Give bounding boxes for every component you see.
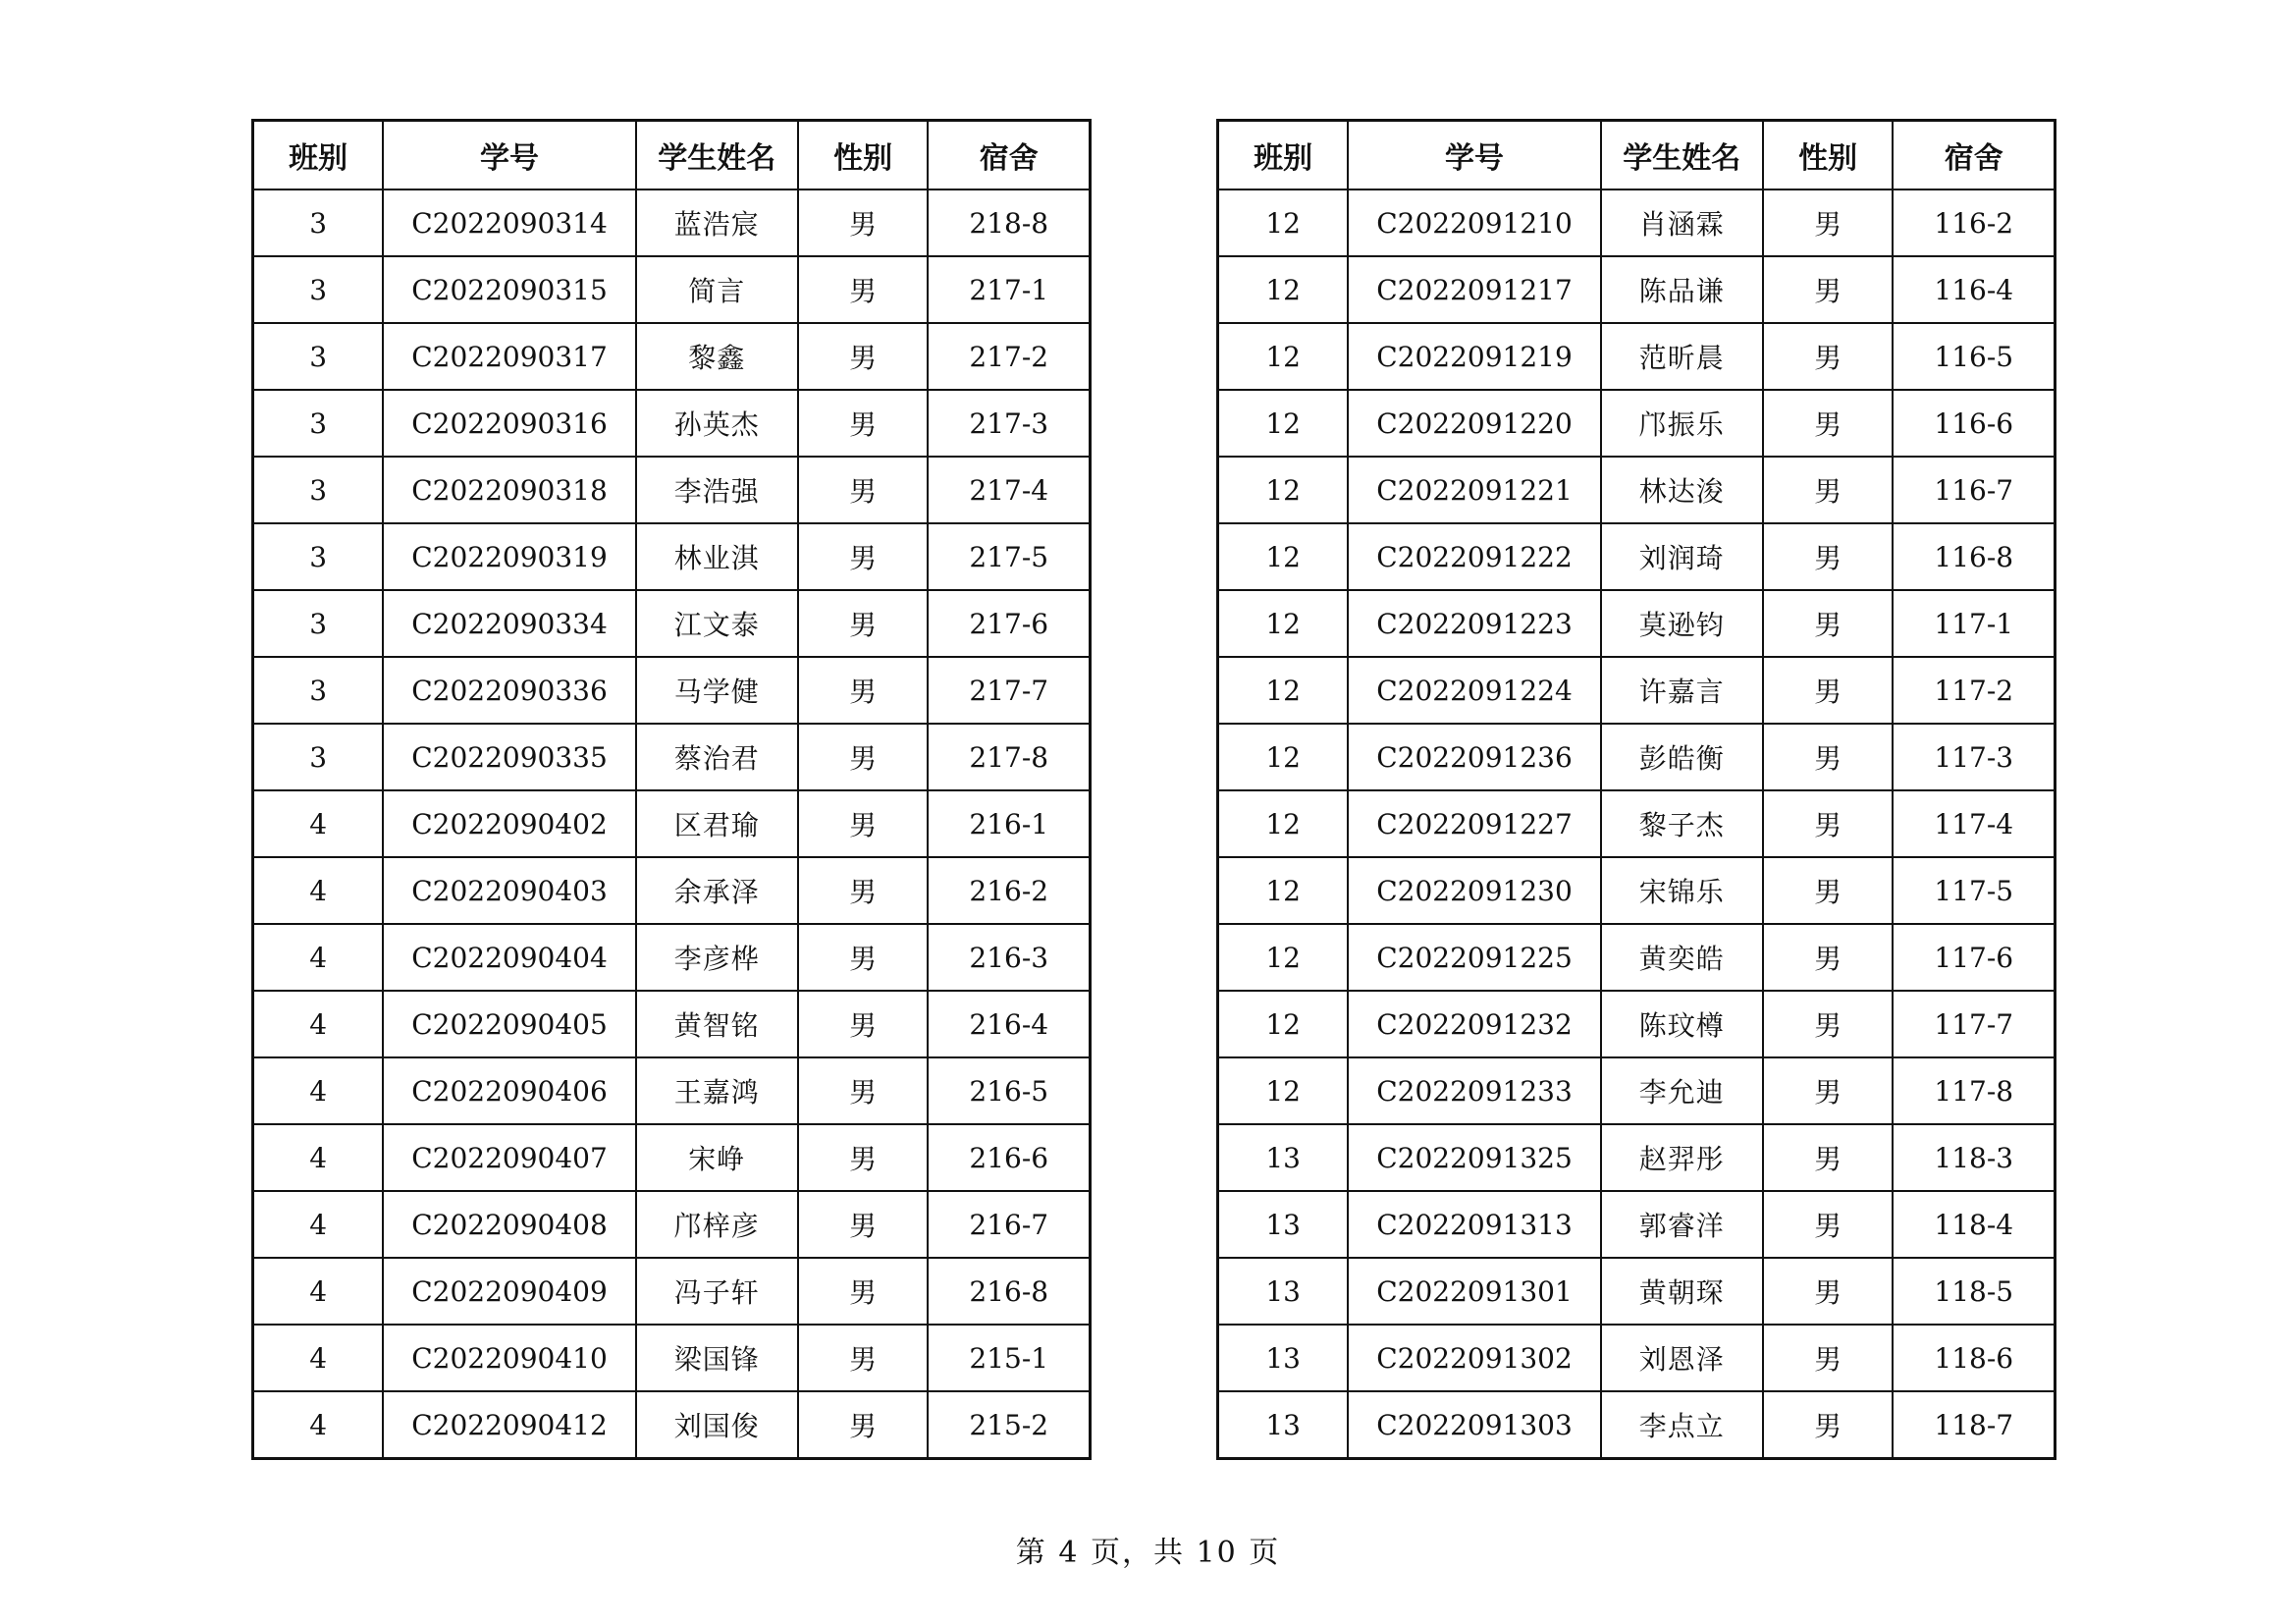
- cell-dorm: 117-3: [1893, 724, 2055, 790]
- cell-gender: 男: [798, 657, 929, 724]
- table-row: [1218, 256, 2056, 323]
- cell-student-id: C2022091233: [1348, 1057, 1601, 1124]
- header-name: 学生姓名: [1601, 121, 1763, 190]
- table-row: [1218, 1258, 2056, 1325]
- cell-name: 刘润琦: [1601, 523, 1763, 590]
- cell-student-id: C2022090406: [383, 1057, 636, 1124]
- cell-gender: 男: [1763, 1391, 1894, 1459]
- cell-class: 4: [253, 1124, 384, 1191]
- cell-gender: 男: [1763, 323, 1894, 390]
- header-dorm: 宿舍: [1893, 121, 2055, 190]
- cell-class: 12: [1218, 523, 1349, 590]
- table-row: [1218, 924, 2056, 991]
- cell-student-id: C2022090319: [383, 523, 636, 590]
- table-row: [1218, 189, 2056, 256]
- cell-student-id: C2022091220: [1348, 390, 1601, 457]
- cell-dorm: 218-8: [928, 189, 1090, 256]
- cell-class: 4: [253, 924, 384, 991]
- table-row: [253, 390, 1091, 457]
- cell-gender: 男: [798, 390, 929, 457]
- cell-class: 3: [253, 256, 384, 323]
- table-row: [1218, 991, 2056, 1057]
- cell-student-id: C2022090408: [383, 1191, 636, 1258]
- table-row: [253, 790, 1091, 857]
- cell-student-id: C2022091302: [1348, 1325, 1601, 1391]
- cell-student-id: C2022090407: [383, 1124, 636, 1191]
- cell-gender: 男: [798, 590, 929, 657]
- cell-gender: 男: [798, 790, 929, 857]
- cell-student-id: C2022091325: [1348, 1124, 1601, 1191]
- header-class: 班别: [253, 121, 384, 190]
- cell-gender: 男: [1763, 256, 1894, 323]
- cell-gender: 男: [1763, 924, 1894, 991]
- cell-class: 3: [253, 657, 384, 724]
- cell-student-id: C2022090405: [383, 991, 636, 1057]
- cell-student-id: C2022090318: [383, 457, 636, 523]
- cell-student-id: C2022091224: [1348, 657, 1601, 724]
- cell-class: 4: [253, 1391, 384, 1459]
- header-name: 学生姓名: [636, 121, 798, 190]
- cell-student-id: C2022091210: [1348, 189, 1601, 256]
- table-row: [253, 991, 1091, 1057]
- cell-student-id: C2022091230: [1348, 857, 1601, 924]
- cell-name: 范昕晨: [1601, 323, 1763, 390]
- table-row: [1218, 1057, 2056, 1124]
- cell-gender: 男: [798, 1191, 929, 1258]
- cell-name: 李浩强: [636, 457, 798, 523]
- cell-gender: 男: [1763, 1258, 1894, 1325]
- cell-name: 王嘉鸿: [636, 1057, 798, 1124]
- cell-dorm: 116-7: [1893, 457, 2055, 523]
- cell-gender: 男: [1763, 1124, 1894, 1191]
- cell-class: 4: [253, 1258, 384, 1325]
- cell-gender: 男: [1763, 857, 1894, 924]
- cell-student-id: C2022091217: [1348, 256, 1601, 323]
- cell-dorm: 217-1: [928, 256, 1090, 323]
- cell-gender: 男: [798, 1325, 929, 1391]
- cell-gender: 男: [1763, 457, 1894, 523]
- cell-student-id: C2022090334: [383, 590, 636, 657]
- cell-gender: 男: [1763, 790, 1894, 857]
- cell-student-id: C2022090314: [383, 189, 636, 256]
- table-row: [1218, 1124, 2056, 1191]
- header-student-id: 学号: [383, 121, 636, 190]
- cell-dorm: 216-4: [928, 991, 1090, 1057]
- cell-class: 3: [253, 390, 384, 457]
- table-row: [253, 657, 1091, 724]
- cell-class: 12: [1218, 189, 1349, 256]
- cell-name: 邝梓彦: [636, 1191, 798, 1258]
- cell-name: 黄智铭: [636, 991, 798, 1057]
- cell-gender: 男: [1763, 991, 1894, 1057]
- cell-class: 12: [1218, 323, 1349, 390]
- cell-gender: 男: [1763, 657, 1894, 724]
- table-row: [253, 1325, 1091, 1391]
- cell-name: 黎子杰: [1601, 790, 1763, 857]
- header-class: 班别: [1218, 121, 1349, 190]
- cell-name: 黄朝琛: [1601, 1258, 1763, 1325]
- cell-student-id: C2022090410: [383, 1325, 636, 1391]
- cell-dorm: 215-1: [928, 1325, 1090, 1391]
- cell-class: 12: [1218, 724, 1349, 790]
- cell-class: 4: [253, 790, 384, 857]
- table-row: [1218, 857, 2056, 924]
- cell-class: 12: [1218, 590, 1349, 657]
- cell-gender: 男: [798, 1391, 929, 1459]
- cell-gender: 男: [1763, 390, 1894, 457]
- cell-gender: 男: [798, 523, 929, 590]
- cell-dorm: 117-7: [1893, 991, 2055, 1057]
- cell-class: 3: [253, 457, 384, 523]
- cell-class: 13: [1218, 1191, 1349, 1258]
- table-header-row: [253, 121, 1091, 190]
- table-row: [253, 924, 1091, 991]
- cell-name: 李彦桦: [636, 924, 798, 991]
- cell-name: 李点立: [1601, 1391, 1763, 1459]
- cell-name: 冯子轩: [636, 1258, 798, 1325]
- cell-class: 13: [1218, 1258, 1349, 1325]
- cell-student-id: C2022091303: [1348, 1391, 1601, 1459]
- page-number: 第 4 页，共 10 页: [1015, 1536, 1281, 1570]
- table-row: [253, 857, 1091, 924]
- cell-student-id: C2022091222: [1348, 523, 1601, 590]
- cell-gender: 男: [1763, 724, 1894, 790]
- cell-dorm: 118-4: [1893, 1191, 2055, 1258]
- cell-dorm: 216-8: [928, 1258, 1090, 1325]
- cell-name: 林业淇: [636, 523, 798, 590]
- header-gender: 性别: [1763, 121, 1894, 190]
- cell-class: 12: [1218, 857, 1349, 924]
- cell-name: 黎鑫: [636, 323, 798, 390]
- cell-gender: 男: [1763, 590, 1894, 657]
- cell-student-id: C2022091301: [1348, 1258, 1601, 1325]
- cell-dorm: 216-7: [928, 1191, 1090, 1258]
- cell-gender: 男: [798, 256, 929, 323]
- cell-class: 3: [253, 724, 384, 790]
- cell-gender: 男: [798, 857, 929, 924]
- cell-class: 12: [1218, 790, 1349, 857]
- cell-dorm: 117-1: [1893, 590, 2055, 657]
- cell-class: 3: [253, 590, 384, 657]
- cell-class: 3: [253, 523, 384, 590]
- cell-class: 4: [253, 991, 384, 1057]
- cell-student-id: C2022090316: [383, 390, 636, 457]
- cell-dorm: 216-2: [928, 857, 1090, 924]
- cell-name: 林达浚: [1601, 457, 1763, 523]
- cell-class: 13: [1218, 1124, 1349, 1191]
- cell-dorm: 116-5: [1893, 323, 2055, 390]
- cell-name: 陈品谦: [1601, 256, 1763, 323]
- cell-dorm: 217-2: [928, 323, 1090, 390]
- cell-name: 蓝浩宸: [636, 189, 798, 256]
- cell-name: 郭睿洋: [1601, 1191, 1763, 1258]
- cell-gender: 男: [798, 724, 929, 790]
- roster-table-right: [1216, 119, 2056, 1460]
- table-row: [253, 1258, 1091, 1325]
- cell-student-id: C2022090315: [383, 256, 636, 323]
- cell-gender: 男: [798, 1258, 929, 1325]
- cell-class: 4: [253, 1325, 384, 1391]
- cell-gender: 男: [1763, 1057, 1894, 1124]
- cell-student-id: C2022091225: [1348, 924, 1601, 991]
- table-row: [1218, 457, 2056, 523]
- cell-dorm: 216-1: [928, 790, 1090, 857]
- cell-class: 3: [253, 323, 384, 390]
- table-row: [253, 256, 1091, 323]
- cell-student-id: C2022091221: [1348, 457, 1601, 523]
- cell-dorm: 116-6: [1893, 390, 2055, 457]
- table-row: [253, 724, 1091, 790]
- cell-dorm: 217-6: [928, 590, 1090, 657]
- cell-name: 简言: [636, 256, 798, 323]
- cell-dorm: 118-7: [1893, 1391, 2055, 1459]
- cell-name: 刘恩泽: [1601, 1325, 1763, 1391]
- cell-class: 3: [253, 189, 384, 256]
- header-student-id: 学号: [1348, 121, 1601, 190]
- cell-gender: 男: [798, 457, 929, 523]
- cell-dorm: 117-6: [1893, 924, 2055, 991]
- cell-dorm: 116-8: [1893, 523, 2055, 590]
- cell-name: 李允迪: [1601, 1057, 1763, 1124]
- cell-student-id: C2022091313: [1348, 1191, 1601, 1258]
- cell-dorm: 117-2: [1893, 657, 2055, 724]
- table-row: [1218, 323, 2056, 390]
- cell-dorm: 216-3: [928, 924, 1090, 991]
- cell-class: 4: [253, 1057, 384, 1124]
- cell-dorm: 216-6: [928, 1124, 1090, 1191]
- cell-dorm: 117-8: [1893, 1057, 2055, 1124]
- cell-gender: 男: [798, 924, 929, 991]
- cell-name: 余承泽: [636, 857, 798, 924]
- header-gender: 性别: [798, 121, 929, 190]
- cell-dorm: 118-6: [1893, 1325, 2055, 1391]
- cell-dorm: 116-2: [1893, 189, 2055, 256]
- table-row: [1218, 523, 2056, 590]
- cell-name: 梁国锋: [636, 1325, 798, 1391]
- table-row: [253, 1057, 1091, 1124]
- cell-dorm: 217-7: [928, 657, 1090, 724]
- table-row: [253, 523, 1091, 590]
- cell-student-id: C2022090409: [383, 1258, 636, 1325]
- cell-student-id: C2022091236: [1348, 724, 1601, 790]
- roster-table-left: [251, 119, 1092, 1460]
- cell-name: 江文泰: [636, 590, 798, 657]
- cell-class: 12: [1218, 991, 1349, 1057]
- table-row: [253, 1191, 1091, 1258]
- cell-student-id: C2022090404: [383, 924, 636, 991]
- cell-name: 莫逊钧: [1601, 590, 1763, 657]
- cell-dorm: 216-5: [928, 1057, 1090, 1124]
- table-row: [1218, 1325, 2056, 1391]
- table-row: [1218, 590, 2056, 657]
- cell-name: 区君瑜: [636, 790, 798, 857]
- table-row: [253, 1124, 1091, 1191]
- cell-student-id: C2022091227: [1348, 790, 1601, 857]
- cell-student-id: C2022090317: [383, 323, 636, 390]
- cell-name: 蔡治君: [636, 724, 798, 790]
- cell-dorm: 118-5: [1893, 1258, 2055, 1325]
- cell-name: 彭皓衡: [1601, 724, 1763, 790]
- cell-class: 4: [253, 1191, 384, 1258]
- cell-student-id: C2022090402: [383, 790, 636, 857]
- cell-student-id: C2022090335: [383, 724, 636, 790]
- cell-dorm: 217-4: [928, 457, 1090, 523]
- cell-name: 刘国俊: [636, 1391, 798, 1459]
- cell-class: 12: [1218, 390, 1349, 457]
- cell-dorm: 117-5: [1893, 857, 2055, 924]
- cell-class: 12: [1218, 457, 1349, 523]
- table-body: [1218, 189, 2056, 1459]
- table-row: [253, 323, 1091, 390]
- cell-class: 13: [1218, 1391, 1349, 1459]
- cell-dorm: 116-4: [1893, 256, 2055, 323]
- cell-gender: 男: [1763, 189, 1894, 256]
- cell-class: 12: [1218, 256, 1349, 323]
- cell-dorm: 215-2: [928, 1391, 1090, 1459]
- cell-name: 孙英杰: [636, 390, 798, 457]
- cell-gender: 男: [1763, 1325, 1894, 1391]
- table-row: [1218, 1191, 2056, 1258]
- cell-student-id: C2022090403: [383, 857, 636, 924]
- cell-student-id: C2022090412: [383, 1391, 636, 1459]
- table-row: [1218, 790, 2056, 857]
- table-row: [253, 590, 1091, 657]
- table-row: [1218, 724, 2056, 790]
- cell-name: 陈玟樽: [1601, 991, 1763, 1057]
- cell-name: 许嘉言: [1601, 657, 1763, 724]
- table-row: [253, 189, 1091, 256]
- cell-gender: 男: [798, 189, 929, 256]
- header-dorm: 宿舍: [928, 121, 1090, 190]
- cell-dorm: 217-3: [928, 390, 1090, 457]
- cell-name: 黄奕皓: [1601, 924, 1763, 991]
- cell-dorm: 217-5: [928, 523, 1090, 590]
- cell-gender: 男: [1763, 523, 1894, 590]
- table-row: [253, 1391, 1091, 1459]
- table-header-row: [1218, 121, 2056, 190]
- cell-name: 肖涵霖: [1601, 189, 1763, 256]
- cell-dorm: 117-4: [1893, 790, 2055, 857]
- table-row: [1218, 1391, 2056, 1459]
- cell-gender: 男: [1763, 1191, 1894, 1258]
- cell-gender: 男: [798, 323, 929, 390]
- cell-class: 13: [1218, 1325, 1349, 1391]
- cell-class: 4: [253, 857, 384, 924]
- table-row: [253, 457, 1091, 523]
- table-body: [253, 189, 1091, 1459]
- cell-class: 12: [1218, 1057, 1349, 1124]
- cell-name: 邝振乐: [1601, 390, 1763, 457]
- cell-student-id: C2022090336: [383, 657, 636, 724]
- cell-name: 宋峥: [636, 1124, 798, 1191]
- cell-gender: 男: [798, 1057, 929, 1124]
- cell-student-id: C2022091223: [1348, 590, 1601, 657]
- cell-name: 宋锦乐: [1601, 857, 1763, 924]
- cell-gender: 男: [798, 991, 929, 1057]
- cell-student-id: C2022091232: [1348, 991, 1601, 1057]
- cell-class: 12: [1218, 657, 1349, 724]
- table-row: [1218, 390, 2056, 457]
- cell-dorm: 217-8: [928, 724, 1090, 790]
- cell-dorm: 118-3: [1893, 1124, 2055, 1191]
- cell-class: 12: [1218, 924, 1349, 991]
- cell-name: 赵羿彤: [1601, 1124, 1763, 1191]
- table-row: [1218, 657, 2056, 724]
- cell-gender: 男: [798, 1124, 929, 1191]
- cell-name: 马学健: [636, 657, 798, 724]
- cell-student-id: C2022091219: [1348, 323, 1601, 390]
